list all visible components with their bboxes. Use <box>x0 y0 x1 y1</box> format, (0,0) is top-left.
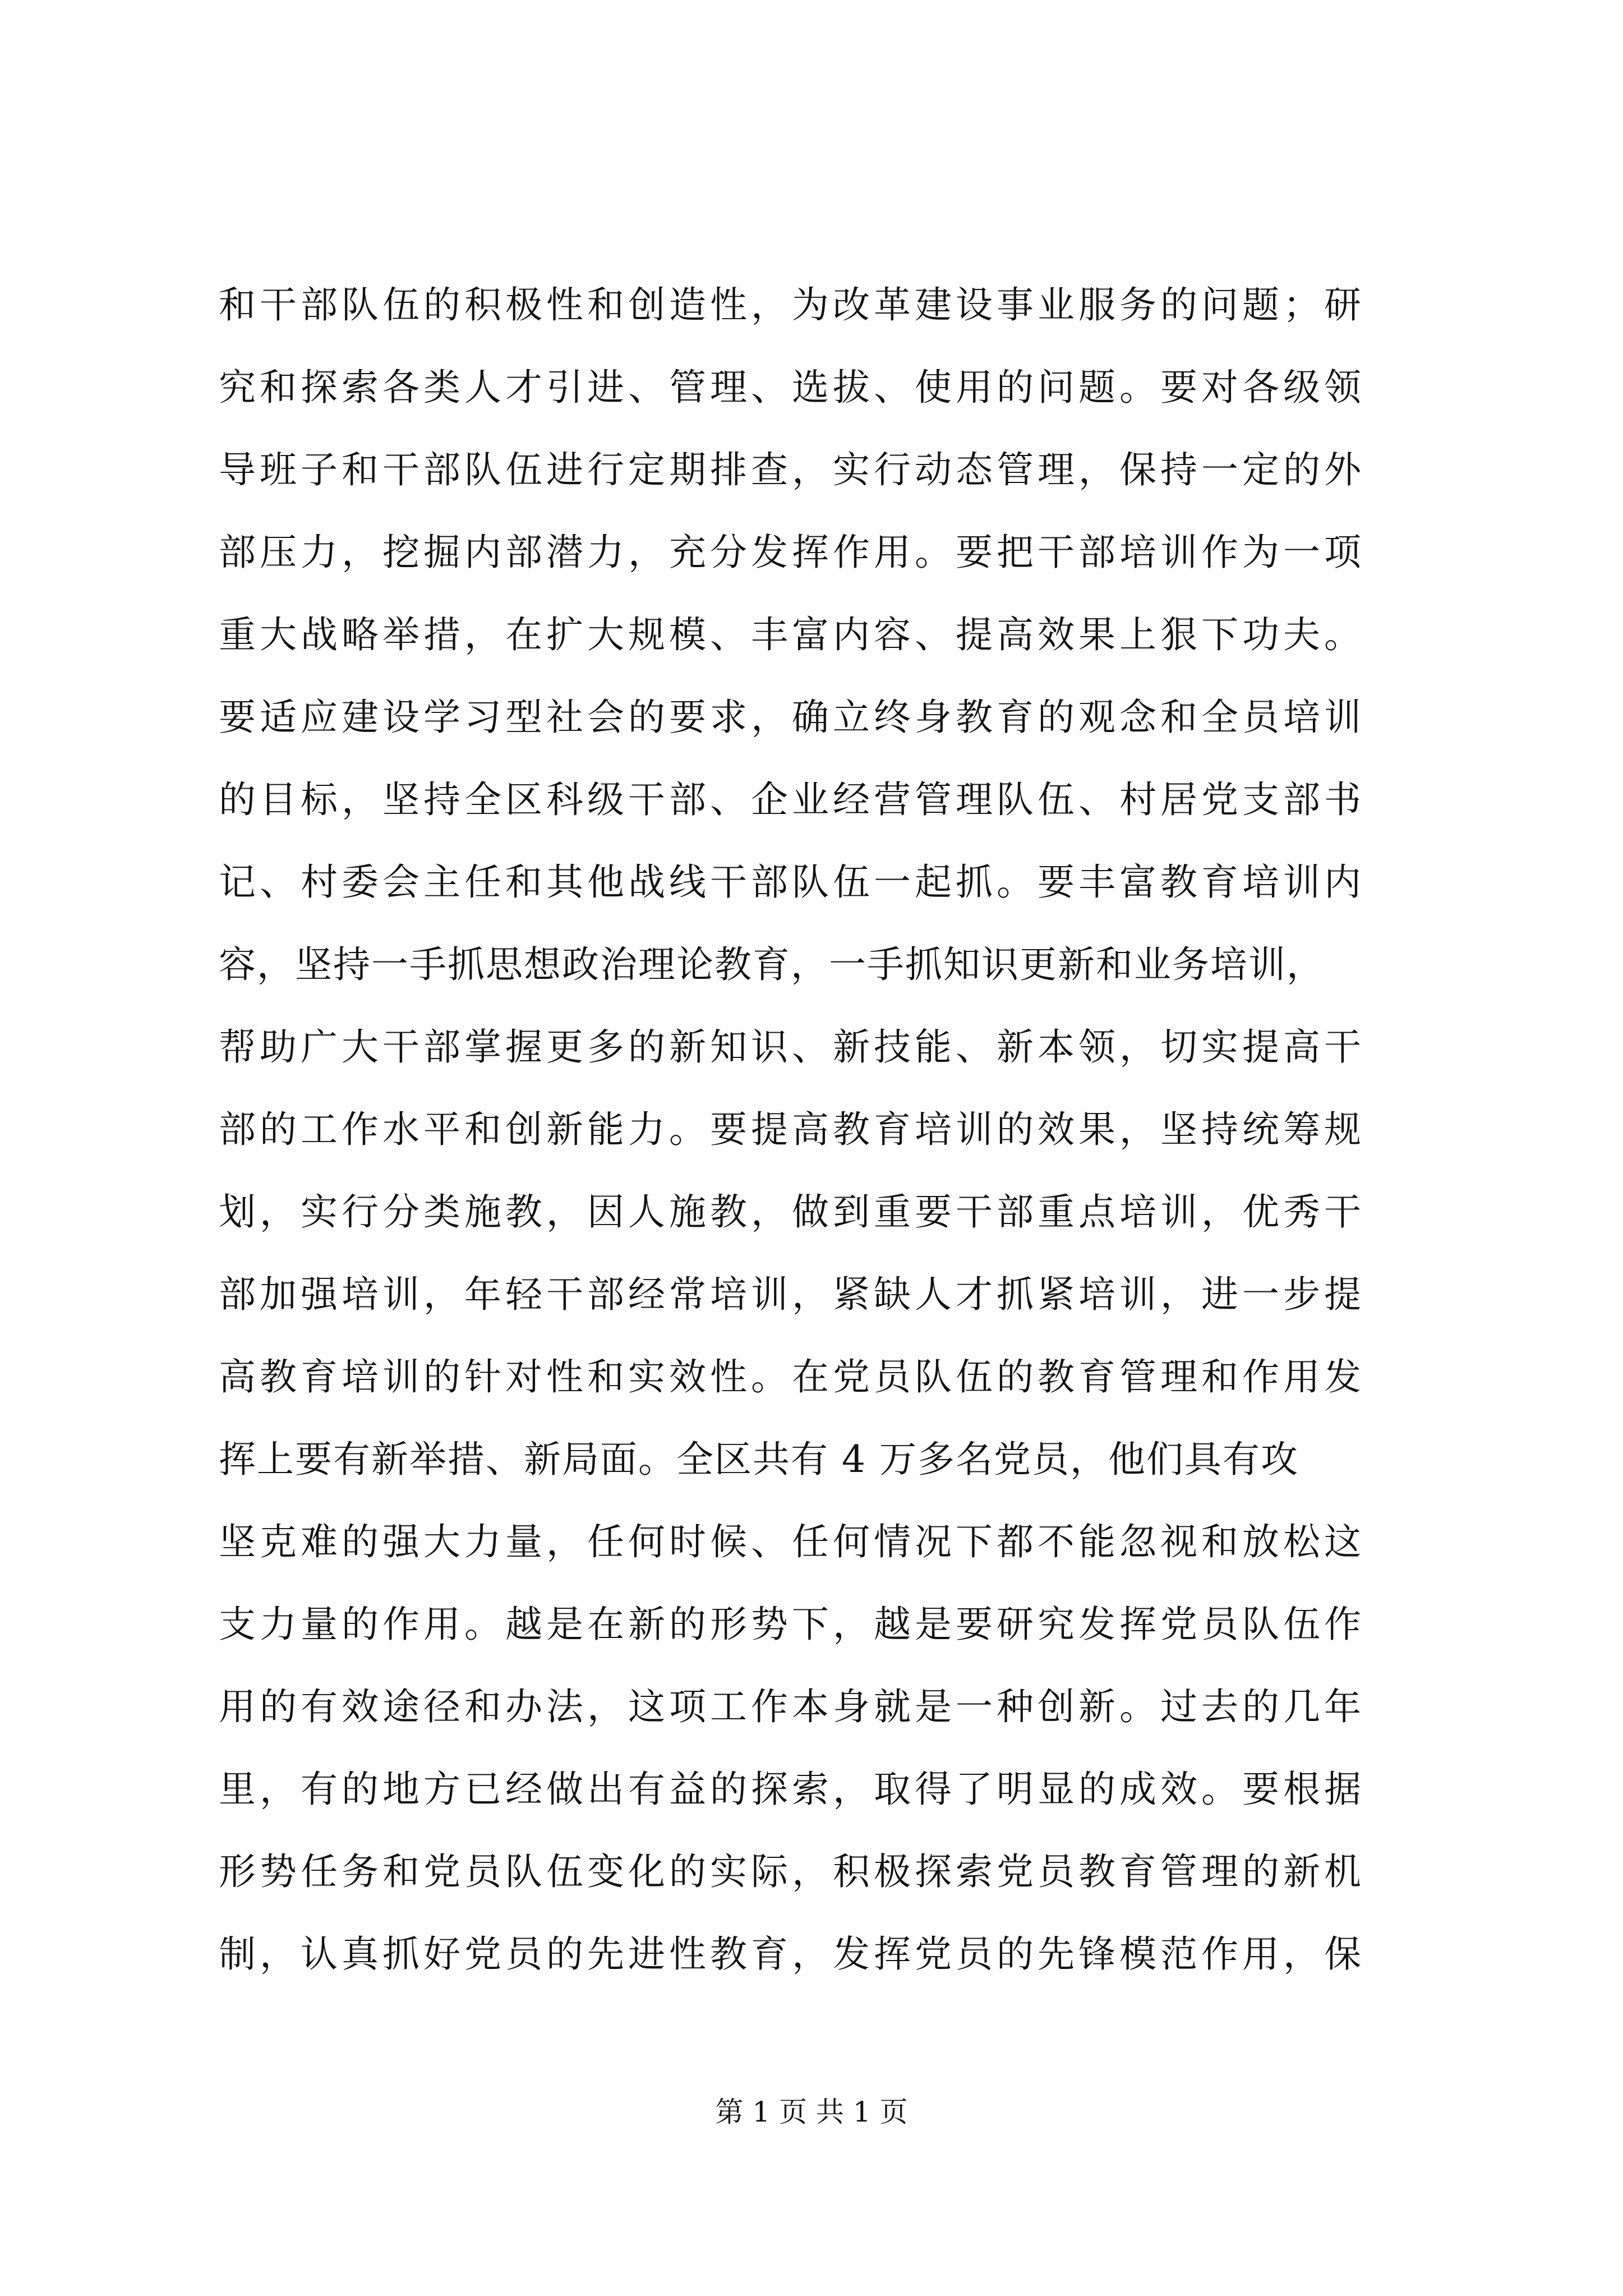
text-line: 帮助广大干部掌握更多的新知识、新技能、新本领，切实提高干 <box>219 1025 1365 1069</box>
text-line: 划，实行分类施教，因人施教，做到重要干部重点培训，优秀干 <box>219 1190 1365 1234</box>
text-line: 用的有效途径和办法，这项工作本身就是一种创新。过去的几年 <box>219 1685 1365 1728</box>
text-line: 重大战略举措，在扩大规模、丰富内容、提高效果上狠下功夫。 <box>219 613 1365 656</box>
text-line: 部压力，挖掘内部潜力，充分发挥作用。要把干部培训作为一项 <box>219 531 1365 574</box>
page-footer: 第 1 页 共 1 页 <box>715 2096 908 2128</box>
text-line: 挥上要有新举措、新局面。全区共有 4 万多名党员，他们具有攻 <box>219 1438 1299 1481</box>
text-line: 制，认真抓好党员的先进性教育，发挥党员的先锋模范作用，保 <box>219 1932 1365 1976</box>
text-line: 部加强培训，年轻干部经常培训，紧缺人才抓紧培训，进一步提 <box>219 1273 1365 1316</box>
text-line: 究和探索各类人才引进、管理、选拔、使用的问题。要对各级领 <box>219 366 1365 409</box>
text-line: 部的工作水平和创新能力。要提高教育培训的效果，坚持统筹规 <box>219 1108 1365 1151</box>
text-line: 导班子和干部队伍进行定期排查，实行动态管理，保持一定的外 <box>219 448 1365 491</box>
text-line: 记、村委会主任和其他战线干部队伍一起抓。要丰富教育培训内 <box>219 861 1365 904</box>
text-line: 里，有的地方已经做出有益的探索，取得了明显的成效。要根据 <box>219 1768 1365 1811</box>
text-line: 支力量的作用。越是在新的形势下，越是要研究发挥党员队伍作 <box>219 1603 1365 1646</box>
text-line: 坚克难的强大力量，任何时候、任何情况下都不能忽视和放松这 <box>219 1520 1365 1563</box>
text-line: 的目标，坚持全区科级干部、企业经营管理队伍、村居党支部书 <box>219 778 1365 821</box>
body-text <box>219 264 1413 1995</box>
text-line: 高教育培训的针对性和实效性。在党员队伍的教育管理和作用发 <box>219 1355 1365 1398</box>
text-line: 要适应建设学习型社会的要求，确立终身教育的观念和全员培训 <box>219 696 1365 739</box>
text-line: 和干部队伍的积极性和创造性，为改革建设事业服务的问题；研 <box>219 283 1365 326</box>
text-line: 容，坚持一手抓思想政治理论教育，一手抓知识更新和业务培训， <box>219 943 1325 986</box>
text-line: 形势任务和党员队伍变化的实际，积极探索党员教育管理的新机 <box>219 1850 1365 1893</box>
